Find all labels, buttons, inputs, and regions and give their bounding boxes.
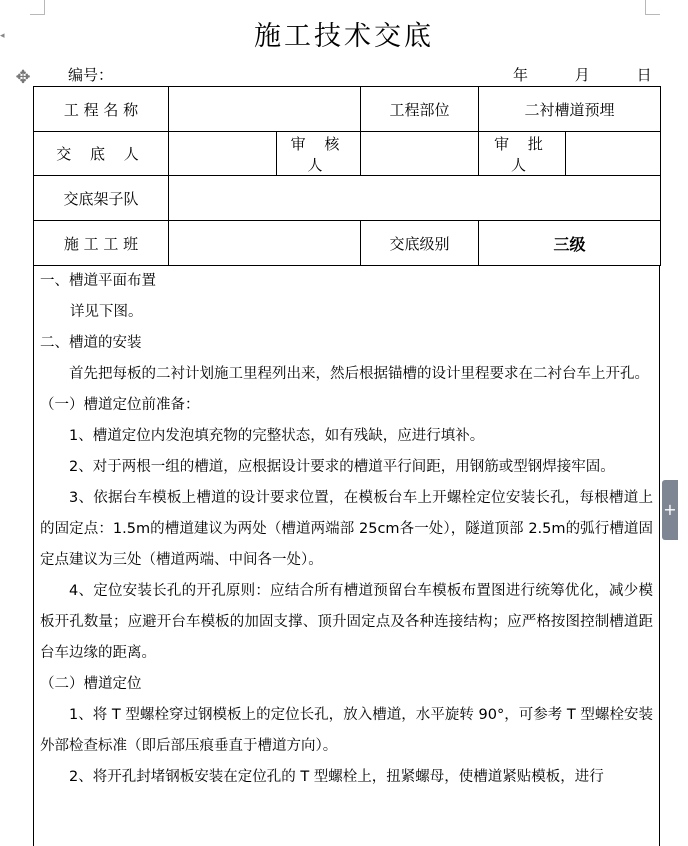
document-title: 施工技术交底 [254, 21, 434, 52]
paragraph-prep-4: 4、定位安装长孔的开孔原则：应结合所有槽道预留台车模板布置图进行统筹优化，减少模板开孔数量；应避开台车模板的加固支撑、顶升固定点及各种连接结构；应严格按图控制槽道距台车边缘的距离。 [40, 583, 653, 661]
field-reviewer[interactable] [361, 132, 479, 176]
field-project-name[interactable] [169, 87, 361, 132]
date-label [513, 64, 674, 85]
form-row-people [34, 132, 661, 176]
form-row-project [34, 87, 661, 132]
label-team: 交底架子队 [34, 176, 169, 221]
value-project-part[interactable]: 二衬槽道预埋 [479, 87, 661, 132]
form-row-crew [34, 221, 661, 266]
field-team[interactable] [169, 176, 661, 221]
label-crew: 施 工 工 班 [34, 221, 169, 266]
form-row-team [34, 176, 661, 221]
number-label: 编号： [68, 66, 114, 84]
subsection-heading-1: （一）槽道定位前准备： [40, 397, 200, 413]
paragraph-intro: 首先把每板的二衬计划施工里程列出来，然后根据锚槽的设计里程要求在二衬台车上开孔。 [69, 366, 649, 382]
header-form-table [33, 86, 661, 266]
expand-panel-tab[interactable]: + [662, 480, 678, 540]
field-presenter[interactable] [169, 132, 277, 176]
field-crew[interactable] [169, 221, 361, 266]
label-project-name: 工 程 名 称 [34, 87, 169, 132]
value-level[interactable]: 三级 [479, 221, 661, 266]
label-reviewer: 审 核 人 [277, 132, 361, 176]
date-month: 月 [574, 66, 590, 84]
label-presenter: 交 底 人 [34, 132, 169, 176]
label-level: 交底级别 [361, 221, 479, 266]
paragraph-see-figure: 详见下图。 [70, 304, 143, 320]
date-day: 日 [636, 66, 652, 84]
paragraph-position-2: 2、将开孔封堵钢板安装在定位孔的 T 型螺栓上，扭紧螺母，使槽道紧贴模板，进行 [69, 769, 604, 785]
label-approver: 审 批 人 [479, 132, 566, 176]
move-icon[interactable]: ✥ [15, 67, 31, 88]
content-body [33, 266, 660, 846]
paragraph-prep-2: 2、对于两根一组的槽道，应根据设计要求的槽道平行间距，用钢筋或型钢焊接牢固。 [69, 459, 615, 475]
subsection-heading-2: （二）槽道定位 [40, 676, 142, 692]
page-corner-mark-right [645, 0, 660, 15]
page-corner-mark-left [30, 0, 45, 15]
date-year: 年 [513, 66, 529, 84]
caret-icon: ◂ [0, 31, 5, 41]
paragraph-position-1: 1、将 T 型螺栓穿过钢模板上的定位长孔，放入槽道，水平旋转 90°，可参考 T 型螺栓安装外部检查标准（即后部压痕垂直于槽道方向）。 [40, 707, 653, 754]
paragraph-prep-1: 1、槽道定位内发泡填充物的完整状态，如有残缺，应进行填补。 [69, 428, 485, 444]
section-heading-2: 二、槽道的安装 [40, 335, 142, 351]
section-heading-1: 一、槽道平面布置 [40, 273, 156, 289]
field-approver[interactable] [566, 132, 661, 176]
paragraph-prep-3: 3、依据台车模板上槽道的设计要求位置，在模板台车上开螺栓定位安装长孔，每根槽道上的固定点：1.5m的槽道建议为两处（槽道两端部 25cm各一处），隧道顶部 2.5m的弧行槽道固定点建议为三处（槽道两端、中间各一处）。 [40, 490, 653, 568]
label-project-part: 工程部位 [361, 87, 479, 132]
